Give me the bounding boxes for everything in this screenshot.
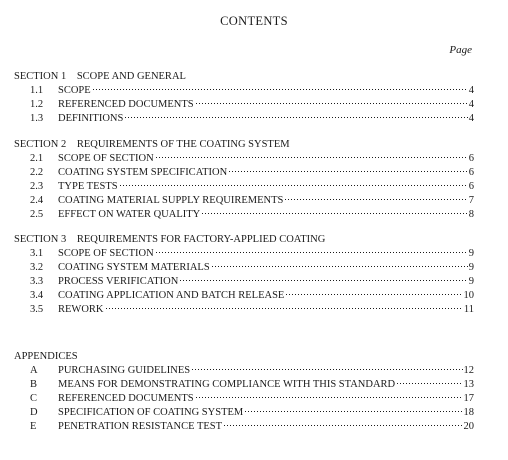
dot-leader [105,304,463,310]
entry-label: SCOPE OF SECTION [58,248,154,259]
entry-page: 4 [468,99,474,110]
entry-page: 9 [468,248,474,259]
appendix-letter: A [30,365,38,376]
entry-page: 10 [463,290,474,301]
appendix-letter: E [30,421,37,432]
entry-label: EFFECT ON WATER QUALITY [58,209,201,220]
entry-label: PENETRATION RESISTANCE TEST [58,421,223,432]
entry-number: 1.2 [30,99,44,110]
entry-page: 7 [468,195,474,206]
entry-number: 2.1 [30,153,44,164]
section-word: SECTION [14,71,59,82]
dot-leader [155,248,468,254]
toc-entry[interactable] [14,208,474,222]
entry-number: 2.5 [30,209,44,220]
entry-page: 12 [463,365,474,376]
section-title: SCOPE AND GENERAL [76,71,186,82]
dot-leader [244,407,462,413]
entry-number: 3.3 [30,276,44,287]
entry-label: SCOPE [58,85,91,96]
dot-leader [284,195,467,201]
entry-number: 3.5 [30,304,44,315]
entry-page: 4 [468,113,474,124]
entry-page: 9 [468,276,474,287]
entry-number: 1.1 [30,85,44,96]
dot-leader [124,113,467,119]
entry-label: COATING APPLICATION AND BATCH RELEASE [58,290,285,301]
entry-page: 4 [468,85,474,96]
entry-label: PURCHASING GUIDELINES [58,365,191,376]
dot-leader [396,379,462,385]
entry-number: 2.4 [30,195,44,206]
appendices-heading: APPENDICES [14,351,78,362]
dot-leader [195,99,468,105]
section-number: 2 [60,139,67,150]
section-number: 1 [60,71,67,82]
toc-entry[interactable] [14,194,474,208]
dot-leader [92,85,468,91]
section-number: 3 [60,234,67,245]
toc-entry[interactable] [14,392,474,406]
page-column-label: Page [449,44,472,56]
appendix-letter: C [30,393,38,404]
entry-page: 18 [463,407,474,418]
section-heading [14,70,474,84]
dot-leader [195,393,463,399]
entry-page: 20 [463,421,474,432]
entry-label: SCOPE OF SECTION [58,153,154,164]
toc-entry[interactable] [14,420,474,434]
dot-leader [285,290,462,296]
toc-section-1 [14,70,474,126]
dot-leader [179,276,467,282]
entry-label: COATING MATERIAL SUPPLY REQUIREMENTS [58,195,284,206]
entry-page: 6 [468,153,474,164]
section-word: SECTION [14,139,59,150]
toc-entry[interactable] [14,247,474,261]
entry-page: 11 [463,304,474,315]
entry-number: 3.4 [30,290,44,301]
entry-page: 6 [468,181,474,192]
toc-entry[interactable] [14,303,474,317]
section-heading [14,233,474,247]
dot-leader [223,421,462,427]
toc-section-2 [14,138,474,222]
toc-entry[interactable] [14,152,474,166]
entry-page: 6 [468,167,474,178]
entry-label: REFERENCED DOCUMENTS [58,393,194,404]
entry-page: 8 [468,209,474,220]
entry-number: 2.3 [30,181,44,192]
appendix-letter: D [30,407,38,418]
entry-label: COATING SYSTEM SPECIFICATION [58,167,228,178]
appendix-letter: B [30,379,38,390]
toc-section-3 [14,233,474,317]
entry-label: REFERENCED DOCUMENTS [58,99,194,110]
section-title: REQUIREMENTS FOR FACTORY-APPLIED COATING [76,234,326,245]
toc-entry[interactable] [14,364,474,378]
section-title: REQUIREMENTS OF THE COATING SYSTEM [76,139,290,150]
section-word: SECTION [14,234,59,245]
entry-page: 13 [463,379,474,390]
dot-leader [211,262,468,268]
entry-label: MEANS FOR DEMONSTRATING COMPLIANCE WITH THIS STANDARD [58,379,396,390]
toc-appendices [14,350,474,434]
toc-entry[interactable] [14,261,474,275]
section-heading [14,138,474,152]
toc-entry[interactable] [14,112,474,126]
entry-label: SPECIFICATION OF COATING SYSTEM [58,407,244,418]
toc-entry[interactable] [14,406,474,420]
entry-number: 3.1 [30,248,44,259]
toc-entry[interactable] [14,166,474,180]
entry-page: 17 [463,393,474,404]
entry-number: 1.3 [30,113,44,124]
toc-entry[interactable] [14,98,474,112]
entry-label: DEFINITIONS [58,113,124,124]
toc-entry[interactable] [14,84,474,98]
entry-label: COATING SYSTEM MATERIALS [58,262,210,273]
toc-entry[interactable] [14,378,474,392]
entry-number: 2.2 [30,167,44,178]
entry-number: 3.2 [30,262,44,273]
dot-leader [119,181,468,187]
dot-leader [155,153,468,159]
entry-label: TYPE TESTS [58,181,118,192]
toc-entry[interactable] [14,275,474,289]
entry-label: REWORK [58,304,104,315]
page-title: CONTENTS [220,14,288,28]
toc-entry[interactable] [14,180,474,194]
dot-leader [228,167,468,173]
toc-entry[interactable] [14,289,474,303]
entry-page: 9 [468,262,474,273]
entry-label: PROCESS VERIFICATION [58,276,179,287]
dot-leader [191,365,462,371]
dot-leader [201,209,468,215]
